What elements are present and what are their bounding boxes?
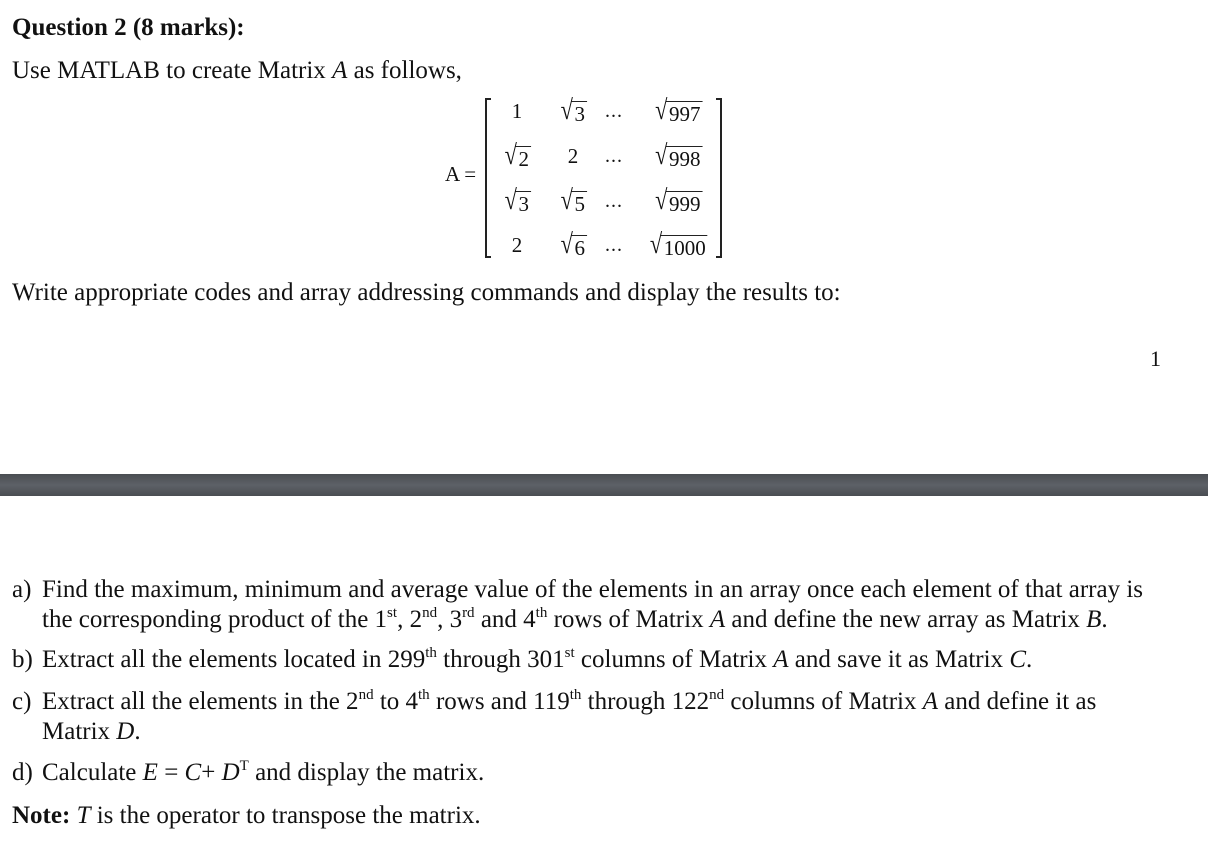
matrix-cell: 2 xyxy=(567,144,579,168)
intro-post: as follows, xyxy=(347,57,462,84)
question-c-line2: Matrix D. xyxy=(42,718,141,745)
sqrt-symbol-icon: √ xyxy=(655,95,668,126)
note-label: Note: xyxy=(12,802,71,829)
instruction-text: Write appropriate codes and array addressing commands and display the results to: xyxy=(12,279,841,306)
question-a-label: a) xyxy=(12,576,32,603)
question-c-label: c) xyxy=(12,688,32,715)
question-a-line1: Find the maximum, minimum and average value of the elements in an array once each element of that array is xyxy=(42,576,1143,603)
matrix-cell-sqrt: √ 997 xyxy=(655,95,701,126)
sqrt-symbol-icon: √ xyxy=(560,185,573,216)
question-d-label: d) xyxy=(12,759,33,786)
matrix-right-bracket xyxy=(716,98,722,258)
question-c: c) Extract all the elements in the 2nd to 4th rows and 119th through 122nd columns of Matrix A and define it as Matrix D. xyxy=(12,687,1202,747)
matrix-cell: 2 xyxy=(511,233,523,257)
matrix-cell-sqrt: √ 5 xyxy=(560,185,585,216)
note-var: T xyxy=(76,802,91,829)
question-b-label: b) xyxy=(12,646,33,673)
sqrt-symbol-icon: √ xyxy=(504,185,517,216)
sqrt-symbol-icon: √ xyxy=(649,229,663,260)
intro-text xyxy=(12,55,462,87)
note-text: is the operator to transpose the matrix. xyxy=(90,802,481,829)
note xyxy=(12,801,1202,831)
matrix-cell-sqrt: √ 998 xyxy=(655,140,701,171)
matrix-cell-sqrt: √ 999 xyxy=(655,185,701,216)
page-number: 1 xyxy=(1150,346,1161,371)
matrix-cell-sqrt: √ 2 xyxy=(504,140,529,171)
page-divider xyxy=(0,474,1208,496)
question-title: Question 2 (8 marks): xyxy=(12,14,245,41)
sqrt-symbol-icon: √ xyxy=(560,229,573,260)
question-a-line2: the corresponding product of the 1st, 2nd, 3rd and 4th rows of Matrix A and define the new array as Matrix B. xyxy=(42,605,1108,633)
question-a xyxy=(12,575,1202,635)
matrix-left-bracket xyxy=(485,98,491,258)
matrix-ellipsis: ... xyxy=(605,234,623,256)
matrix-cell-sqrt: √ 3 xyxy=(504,185,529,216)
matrix-cell: 1 xyxy=(511,99,523,123)
question-b: b) Extract all the elements located in 299th through 301st columns of Matrix A and save it as Matrix C. xyxy=(12,645,1033,673)
matrix-ellipsis: ... xyxy=(605,145,623,167)
intro-pre: Use MATLAB to create Matrix xyxy=(12,57,333,84)
matrix-cell-sqrt: √ 1000 xyxy=(649,229,706,260)
matrix-label: A = xyxy=(445,162,477,186)
sqrt-symbol-icon: √ xyxy=(655,185,668,216)
matrix-cell-sqrt: √ 3 xyxy=(560,95,585,126)
sqrt-symbol-icon: √ xyxy=(560,95,573,126)
question-d: d) Calculate $E = C+ D^T$ and display the matrix. xyxy=(12,758,485,786)
intro-var: A xyxy=(332,57,348,84)
sqrt-symbol-icon: √ xyxy=(655,140,668,171)
matrix-ellipsis: ... xyxy=(605,190,623,212)
sqrt-symbol-icon: √ xyxy=(504,140,517,171)
matrix-ellipsis: ... xyxy=(605,100,623,122)
matrix-cell-sqrt: √ 6 xyxy=(560,229,585,260)
